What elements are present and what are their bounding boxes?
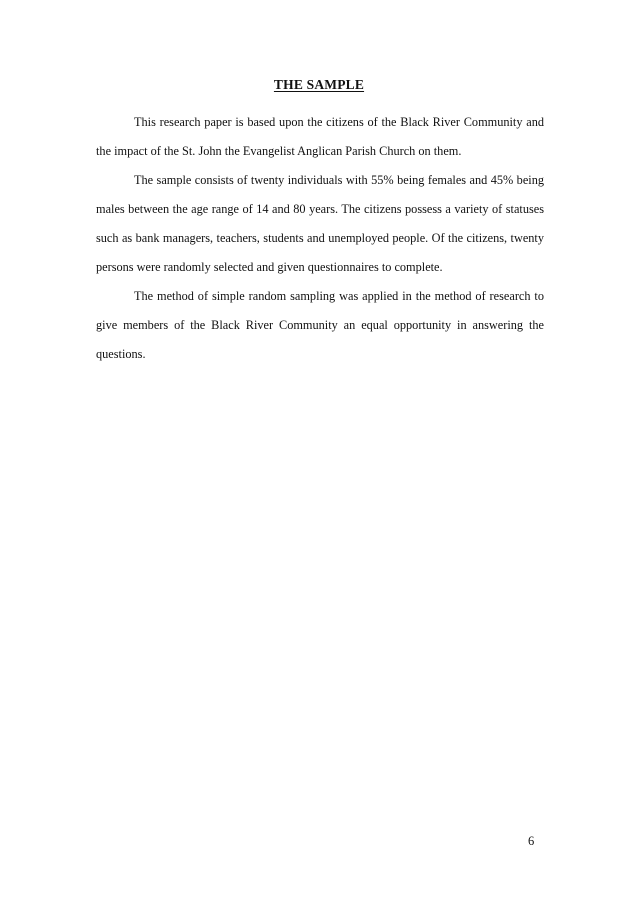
body-text bbox=[96, 108, 544, 369]
paragraph-sample-composition: The sample consists of twenty individuals with 55% being females and 45% being males between the age range of 14 and 80 years. The citizens possess a variety of statuses such as bank managers, teachers, students and unemployed people. Of the citizens, twenty persons were randomly selected and given questionnaires to complete. bbox=[96, 173, 544, 274]
page-number: 6 bbox=[528, 834, 535, 848]
paragraph-sampling-method: The method of simple random sampling was applied in the method of research to give members of the Black River Community an equal opportunity in answering the questions. bbox=[96, 289, 544, 361]
section-title: THE SAMPLE bbox=[273, 77, 365, 92]
paragraph-intro: This research paper is based upon the citizens of the Black River Community and the impact of the St. John the Evangelist Anglican Parish Church on them. bbox=[96, 115, 544, 158]
